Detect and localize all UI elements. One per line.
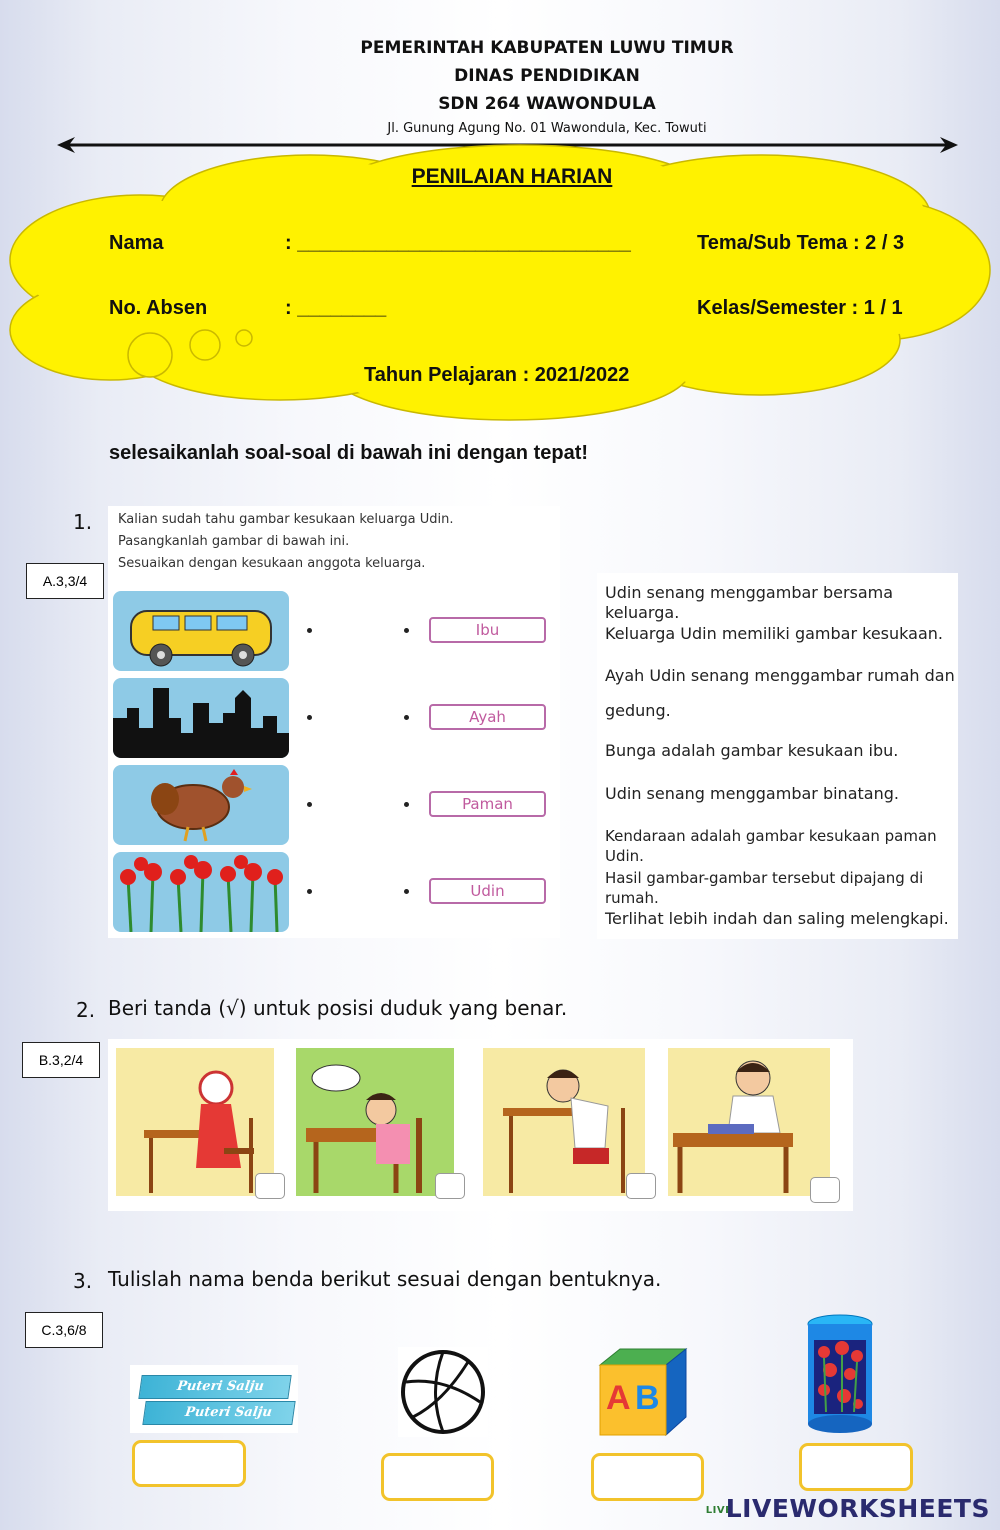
toothpaste-box	[142, 1401, 295, 1425]
answer-box-ball[interactable]	[381, 1453, 494, 1501]
match-dot[interactable]	[404, 715, 409, 720]
match-dot[interactable]	[307, 802, 312, 807]
kelas-info: Kelas/Semester : 1 / 1	[697, 297, 903, 319]
form-title: PENILAIAN HARIAN	[411, 165, 613, 188]
cylinder-can-icon	[802, 1312, 878, 1436]
q1-instructions	[118, 509, 453, 575]
match-dot[interactable]	[307, 628, 312, 633]
sitting-scene-2	[296, 1048, 454, 1196]
checkbox-scene-2[interactable]	[435, 1173, 465, 1199]
checkbox-scene-4[interactable]	[810, 1177, 840, 1203]
sitting-scene-3	[483, 1048, 645, 1196]
story-line: Ayah Udin senang menggambar rumah dan	[605, 666, 955, 685]
checkbox-scene-3[interactable]	[626, 1173, 656, 1199]
tema-info: Tema/Sub Tema : 2 / 3	[697, 232, 905, 254]
checkbox-scene-1[interactable]	[255, 1173, 285, 1199]
student-sleeping-icon	[296, 1048, 454, 1196]
chicken-picture	[113, 765, 289, 845]
match-dot[interactable]	[404, 802, 409, 807]
q3-code-box: C.3,6/8	[25, 1312, 103, 1348]
ball-picture	[398, 1347, 488, 1437]
name-label: Nama	[109, 232, 164, 254]
q1-instruction-line: Sesuaikan dengan kesukaan anggota keluarga.	[118, 556, 426, 571]
chicken-icon	[113, 765, 289, 845]
story-line: Bunga adalah gambar kesukaan ibu.	[605, 741, 899, 760]
city-skyline-icon	[113, 678, 289, 758]
q1-code-box: A.3,3/4	[26, 563, 104, 599]
watermark-text: LIVEWORKSHEETS	[725, 1494, 990, 1523]
answer-box-toothpaste[interactable]	[132, 1440, 246, 1487]
story-line: Udin senang menggambar bersama keluarga.	[605, 583, 894, 622]
general-instruction: selesaikanlah soal-soal di bawah ini dengan tepat!	[109, 442, 589, 464]
car-icon	[113, 591, 289, 671]
block-letter-b: B	[635, 1379, 660, 1417]
sitting-scene-1	[116, 1048, 274, 1196]
match-dot[interactable]	[307, 889, 312, 894]
q2-code-box: B.3,2/4	[22, 1042, 100, 1078]
can-picture	[802, 1312, 878, 1436]
story-line: Kendaraan adalah gambar kesukaan paman Udin.	[605, 827, 937, 865]
answer-box-can[interactable]	[799, 1443, 913, 1491]
q1-story-panel	[597, 573, 958, 939]
block-letter-a: A	[606, 1379, 631, 1417]
school-name: SDN 264 WAWONDULA	[438, 94, 656, 114]
q3-text: Tulislah nama benda berikut sesuai dengan bentuknya.	[108, 1267, 662, 1291]
flowers-picture	[113, 852, 289, 932]
brand-label: Puteri Salju	[184, 1405, 273, 1420]
answer-box-block[interactable]	[591, 1453, 704, 1501]
option-paman[interactable]: Paman	[429, 791, 546, 817]
story-line: Terlihat lebih indah dan saling melengkapi.	[605, 909, 949, 928]
liveworksheets-watermark	[706, 1494, 990, 1523]
student-writing-icon	[668, 1048, 830, 1196]
match-dot[interactable]	[404, 889, 409, 894]
q1-instruction-line: Pasangkanlah gambar di bawah ini.	[118, 534, 350, 549]
sitting-scene-4	[668, 1048, 830, 1196]
student-slouching-icon	[483, 1048, 645, 1196]
story-line: Hasil gambar-gambar tersebut dipajang di rumah.	[605, 869, 924, 907]
q2-pictures-panel	[108, 1039, 853, 1211]
school-year: Tahun Pelajaran : 2021/2022	[364, 364, 630, 386]
name-field[interactable]: : ______________________________	[285, 232, 631, 254]
agency-name: PEMERINTAH KABUPATEN LUWU TIMUR	[360, 38, 734, 58]
block-picture	[596, 1345, 688, 1437]
volleyball-icon	[398, 1347, 488, 1437]
q1-matching-panel	[108, 506, 560, 938]
absen-field[interactable]: : ________	[285, 297, 387, 319]
city-picture	[113, 678, 289, 758]
story-line: Udin senang menggambar binatang.	[605, 784, 899, 803]
option-ayah[interactable]: Ayah	[429, 704, 546, 730]
department-name: DINAS PENDIDIKAN	[454, 66, 640, 86]
q2-text: Beri tanda (√) untuk posisi duduk yang benar.	[108, 996, 568, 1020]
q1-instruction-line: Kalian sudah tahu gambar kesukaan keluarga Udin.	[118, 512, 454, 527]
story-line: Keluarga Udin memiliki gambar kesukaan.	[605, 624, 943, 643]
option-udin[interactable]: Udin	[429, 878, 546, 904]
brand-label: Puteri Salju	[176, 1379, 265, 1394]
story-line: gedung.	[605, 701, 671, 720]
q1-number: 1.	[73, 510, 93, 534]
flowers-icon	[113, 852, 289, 932]
liveworksheets-logo: LIVE	[705, 1504, 733, 1516]
match-dot[interactable]	[307, 715, 312, 720]
car-picture	[113, 591, 289, 671]
school-address: Jl. Gunung Agung No. 01 Wawondula, Kec. Towuti	[387, 121, 707, 136]
toothpaste-picture	[130, 1365, 298, 1433]
toothpaste-box	[138, 1375, 291, 1399]
student-sitting-icon	[116, 1048, 274, 1196]
option-ibu[interactable]: Ibu	[429, 617, 546, 643]
q2-number: 2.	[76, 998, 96, 1022]
match-dot[interactable]	[404, 628, 409, 633]
q3-number: 3.	[73, 1269, 93, 1293]
absen-label: No. Absen	[109, 297, 208, 319]
